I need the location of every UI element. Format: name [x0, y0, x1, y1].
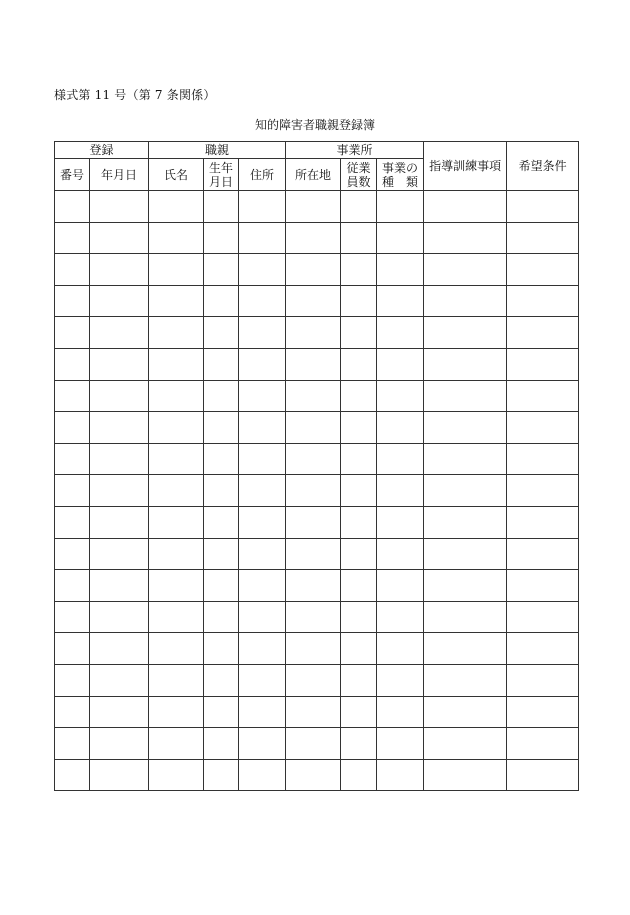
cell-desired-conditions[interactable] [507, 696, 579, 728]
cell-location[interactable] [286, 759, 341, 791]
cell-name[interactable] [149, 506, 204, 538]
cell-location[interactable] [286, 412, 341, 444]
cell-number[interactable] [55, 633, 90, 665]
cell-birthdate[interactable] [204, 254, 239, 286]
cell-number[interactable] [55, 443, 90, 475]
cell-employees[interactable] [341, 506, 377, 538]
cell-employees[interactable] [341, 412, 377, 444]
cell-date[interactable] [90, 570, 149, 602]
cell-date[interactable] [90, 380, 149, 412]
cell-location[interactable] [286, 191, 341, 223]
cell-desired-conditions[interactable] [507, 380, 579, 412]
cell-number[interactable] [55, 570, 90, 602]
cell-address[interactable] [239, 506, 286, 538]
cell-business-type[interactable] [377, 380, 424, 412]
table-row [55, 222, 579, 254]
header-location: 所在地 [286, 159, 341, 191]
cell-desired-conditions[interactable] [507, 191, 579, 223]
cell-guidance-items[interactable] [424, 570, 507, 602]
cell-guidance-items[interactable] [424, 475, 507, 507]
cell-date[interactable] [90, 443, 149, 475]
cell-employees[interactable] [341, 538, 377, 570]
cell-date[interactable] [90, 633, 149, 665]
cell-location[interactable] [286, 285, 341, 317]
cell-guidance-items[interactable] [424, 728, 507, 760]
table-row [55, 380, 579, 412]
cell-name[interactable] [149, 633, 204, 665]
cell-business-type[interactable] [377, 443, 424, 475]
cell-guidance-items[interactable] [424, 254, 507, 286]
cell-date[interactable] [90, 759, 149, 791]
cell-name[interactable] [149, 443, 204, 475]
cell-guidance-items[interactable] [424, 285, 507, 317]
cell-desired-conditions[interactable] [507, 317, 579, 349]
cell-business-type[interactable] [377, 317, 424, 349]
cell-address[interactable] [239, 191, 286, 223]
cell-location[interactable] [286, 254, 341, 286]
table-row [55, 348, 579, 380]
cell-number[interactable] [55, 191, 90, 223]
table-row [55, 317, 579, 349]
register-table [54, 141, 579, 791]
cell-employees[interactable] [341, 191, 377, 223]
cell-guidance-items[interactable] [424, 664, 507, 696]
cell-name[interactable] [149, 285, 204, 317]
form-number: 様式第 11 号（第 7 条関係） [54, 88, 216, 102]
cell-desired-conditions[interactable] [507, 443, 579, 475]
cell-address[interactable] [239, 664, 286, 696]
header-desired-conditions: 希望条件 [507, 142, 579, 191]
cell-birthdate[interactable] [204, 380, 239, 412]
cell-address[interactable] [239, 728, 286, 760]
cell-guidance-items[interactable] [424, 696, 507, 728]
cell-employees[interactable] [341, 380, 377, 412]
cell-guidance-items[interactable] [424, 191, 507, 223]
cell-address[interactable] [239, 317, 286, 349]
cell-desired-conditions[interactable] [507, 664, 579, 696]
cell-name[interactable] [149, 412, 204, 444]
cell-birthdate[interactable] [204, 222, 239, 254]
table-row [55, 254, 579, 286]
cell-location[interactable] [286, 475, 341, 507]
cell-birthdate[interactable] [204, 348, 239, 380]
cell-number[interactable] [55, 506, 90, 538]
cell-birthdate[interactable] [204, 759, 239, 791]
cell-business-type[interactable] [377, 254, 424, 286]
cell-business-type[interactable] [377, 191, 424, 223]
cell-location[interactable] [286, 443, 341, 475]
table-row [55, 728, 579, 760]
cell-number[interactable] [55, 348, 90, 380]
cell-name[interactable] [149, 759, 204, 791]
cell-number[interactable] [55, 285, 90, 317]
cell-address[interactable] [239, 380, 286, 412]
cell-date[interactable] [90, 696, 149, 728]
cell-number[interactable] [55, 380, 90, 412]
cell-address[interactable] [239, 254, 286, 286]
cell-location[interactable] [286, 570, 341, 602]
cell-name[interactable] [149, 317, 204, 349]
cell-employees[interactable] [341, 317, 377, 349]
cell-birthdate[interactable] [204, 191, 239, 223]
cell-address[interactable] [239, 633, 286, 665]
table-row [55, 506, 579, 538]
cell-employees[interactable] [341, 475, 377, 507]
cell-name[interactable] [149, 222, 204, 254]
cell-date[interactable] [90, 601, 149, 633]
cell-employees[interactable] [341, 285, 377, 317]
cell-desired-conditions[interactable] [507, 601, 579, 633]
cell-number[interactable] [55, 222, 90, 254]
table-row [55, 570, 579, 602]
header-business-type [377, 159, 424, 191]
header-shokuoya: 職親 [149, 142, 286, 159]
cell-birthdate[interactable] [204, 633, 239, 665]
cell-business-type[interactable] [377, 696, 424, 728]
cell-date[interactable] [90, 506, 149, 538]
cell-birthdate[interactable] [204, 570, 239, 602]
cell-birthdate[interactable] [204, 506, 239, 538]
cell-number[interactable] [55, 601, 90, 633]
cell-business-type[interactable] [377, 506, 424, 538]
cell-number[interactable] [55, 475, 90, 507]
cell-business-type[interactable] [377, 570, 424, 602]
cell-desired-conditions[interactable] [507, 570, 579, 602]
cell-desired-conditions[interactable] [507, 728, 579, 760]
cell-desired-conditions[interactable] [507, 538, 579, 570]
cell-guidance-items[interactable] [424, 380, 507, 412]
cell-employees[interactable] [341, 759, 377, 791]
cell-date[interactable] [90, 285, 149, 317]
cell-employees[interactable] [341, 222, 377, 254]
cell-desired-conditions[interactable] [507, 759, 579, 791]
cell-location[interactable] [286, 696, 341, 728]
cell-name[interactable] [149, 380, 204, 412]
cell-location[interactable] [286, 222, 341, 254]
cell-location[interactable] [286, 317, 341, 349]
cell-address[interactable] [239, 475, 286, 507]
cell-location[interactable] [286, 601, 341, 633]
cell-name[interactable] [149, 696, 204, 728]
cell-desired-conditions[interactable] [507, 254, 579, 286]
cell-date[interactable] [90, 191, 149, 223]
cell-guidance-items[interactable] [424, 317, 507, 349]
cell-location[interactable] [286, 728, 341, 760]
cell-number[interactable] [55, 759, 90, 791]
cell-number[interactable] [55, 254, 90, 286]
cell-desired-conditions[interactable] [507, 633, 579, 665]
cell-business-type[interactable] [377, 222, 424, 254]
cell-business-type[interactable] [377, 728, 424, 760]
cell-name[interactable] [149, 191, 204, 223]
cell-address[interactable] [239, 570, 286, 602]
cell-guidance-items[interactable] [424, 633, 507, 665]
cell-desired-conditions[interactable] [507, 285, 579, 317]
cell-location[interactable] [286, 538, 341, 570]
header-birthdate-line2: 月日 [209, 174, 234, 189]
table-row [55, 696, 579, 728]
header-business-type-line2: 種 類 [382, 174, 419, 189]
cell-date[interactable] [90, 254, 149, 286]
cell-employees[interactable] [341, 443, 377, 475]
cell-address[interactable] [239, 412, 286, 444]
cell-name[interactable] [149, 728, 204, 760]
cell-birthdate[interactable] [204, 475, 239, 507]
cell-address[interactable] [239, 538, 286, 570]
cell-number[interactable] [55, 696, 90, 728]
cell-number[interactable] [55, 664, 90, 696]
cell-business-type[interactable] [377, 633, 424, 665]
cell-birthdate[interactable] [204, 664, 239, 696]
cell-guidance-items[interactable] [424, 759, 507, 791]
cell-employees[interactable] [341, 633, 377, 665]
cell-address[interactable] [239, 443, 286, 475]
table-row [55, 664, 579, 696]
cell-date[interactable] [90, 317, 149, 349]
cell-number[interactable] [55, 317, 90, 349]
header-employees-line1: 従業 [346, 160, 371, 175]
cell-business-type[interactable] [377, 601, 424, 633]
cell-desired-conditions[interactable] [507, 222, 579, 254]
header-address: 住所 [239, 159, 286, 191]
table-row [55, 475, 579, 507]
header-name: 氏名 [149, 159, 204, 191]
cell-location[interactable] [286, 633, 341, 665]
cell-date[interactable] [90, 538, 149, 570]
cell-number[interactable] [55, 538, 90, 570]
table-row [55, 443, 579, 475]
cell-birthdate[interactable] [204, 443, 239, 475]
form-title: 知的障害者職親登録簿 [254, 118, 375, 132]
cell-desired-conditions[interactable] [507, 412, 579, 444]
cell-name[interactable] [149, 348, 204, 380]
cell-location[interactable] [286, 348, 341, 380]
header-business-type-line1: 事業の [382, 160, 419, 175]
cell-employees[interactable] [341, 696, 377, 728]
cell-guidance-items[interactable] [424, 348, 507, 380]
table-row [55, 759, 579, 791]
cell-employees[interactable] [341, 664, 377, 696]
cell-address[interactable] [239, 759, 286, 791]
cell-employees[interactable] [341, 601, 377, 633]
cell-birthdate[interactable] [204, 412, 239, 444]
cell-location[interactable] [286, 380, 341, 412]
cell-desired-conditions[interactable] [507, 475, 579, 507]
header-registration: 登録 [55, 142, 149, 159]
cell-address[interactable] [239, 601, 286, 633]
cell-desired-conditions[interactable] [507, 348, 579, 380]
table-row [55, 601, 579, 633]
cell-address[interactable] [239, 348, 286, 380]
header-birthdate [204, 159, 239, 191]
cell-number[interactable] [55, 412, 90, 444]
cell-address[interactable] [239, 222, 286, 254]
cell-location[interactable] [286, 664, 341, 696]
cell-guidance-items[interactable] [424, 412, 507, 444]
cell-location[interactable] [286, 506, 341, 538]
table-row [55, 412, 579, 444]
cell-name[interactable] [149, 254, 204, 286]
cell-date[interactable] [90, 412, 149, 444]
cell-employees[interactable] [341, 348, 377, 380]
cell-date[interactable] [90, 348, 149, 380]
register-body [55, 191, 579, 791]
cell-business-type[interactable] [377, 412, 424, 444]
cell-birthdate[interactable] [204, 728, 239, 760]
table-row [55, 633, 579, 665]
table-row [55, 285, 579, 317]
cell-birthdate[interactable] [204, 601, 239, 633]
cell-name[interactable] [149, 664, 204, 696]
cell-desired-conditions[interactable] [507, 506, 579, 538]
cell-business-type[interactable] [377, 759, 424, 791]
cell-name[interactable] [149, 570, 204, 602]
cell-date[interactable] [90, 475, 149, 507]
cell-number[interactable] [55, 728, 90, 760]
cell-guidance-items[interactable] [424, 506, 507, 538]
cell-date[interactable] [90, 222, 149, 254]
cell-guidance-items[interactable] [424, 601, 507, 633]
cell-business-type[interactable] [377, 475, 424, 507]
header-guidance-items: 指導訓練事項 [424, 142, 507, 191]
cell-name[interactable] [149, 475, 204, 507]
cell-birthdate[interactable] [204, 538, 239, 570]
cell-guidance-items[interactable] [424, 222, 507, 254]
cell-business-type[interactable] [377, 285, 424, 317]
header-number: 番号 [55, 159, 90, 191]
header-employees-line2: 員数 [346, 174, 371, 189]
cell-date[interactable] [90, 728, 149, 760]
cell-address[interactable] [239, 285, 286, 317]
cell-business-type[interactable] [377, 538, 424, 570]
cell-date[interactable] [90, 664, 149, 696]
header-birthdate-line1: 生年 [209, 160, 234, 175]
table-row [55, 538, 579, 570]
cell-business-type[interactable] [377, 664, 424, 696]
cell-employees[interactable] [341, 254, 377, 286]
header-date: 年月日 [90, 159, 149, 191]
cell-name[interactable] [149, 538, 204, 570]
cell-guidance-items[interactable] [424, 443, 507, 475]
table-row [55, 191, 579, 223]
cell-birthdate[interactable] [204, 285, 239, 317]
header-office: 事業所 [286, 142, 424, 159]
cell-guidance-items[interactable] [424, 538, 507, 570]
cell-employees[interactable] [341, 728, 377, 760]
cell-employees[interactable] [341, 570, 377, 602]
cell-birthdate[interactable] [204, 317, 239, 349]
header-employees [341, 159, 377, 191]
cell-address[interactable] [239, 696, 286, 728]
cell-birthdate[interactable] [204, 696, 239, 728]
cell-name[interactable] [149, 601, 204, 633]
cell-business-type[interactable] [377, 348, 424, 380]
